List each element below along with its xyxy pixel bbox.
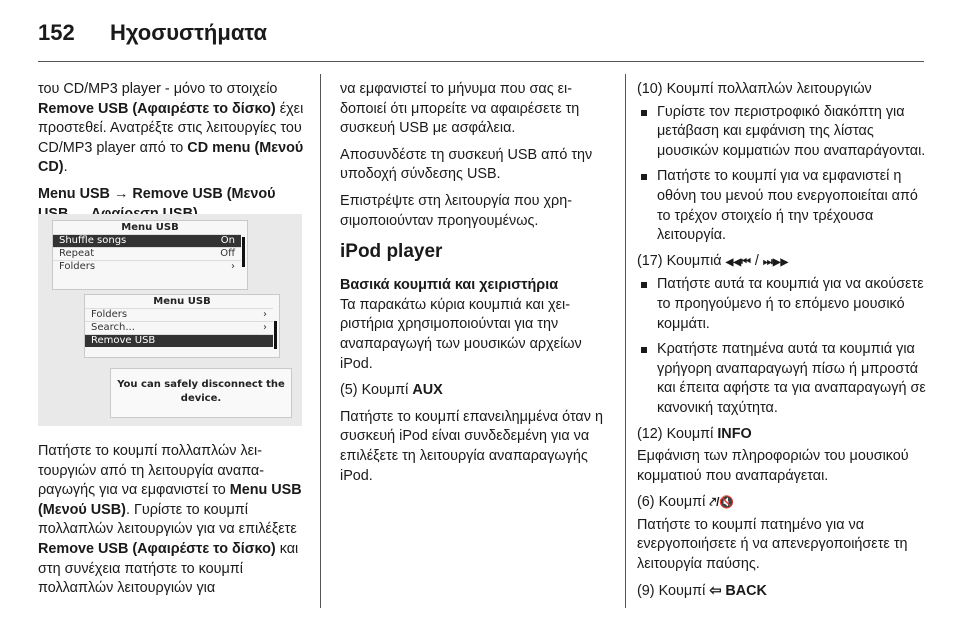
menu-row-folders-2: Folders › <box>85 308 273 321</box>
section-heading-ipod: iPod player <box>340 241 443 263</box>
page-header <box>0 0 960 62</box>
col2-paragraph-5: Πατήστε το κουμπί επανειλημμένα όταν η συσκευή iPod είναι συνδεδεμένη για να επιλέξετε τη λειτουργία αναπαραγωγής iPod. <box>340 408 603 484</box>
menu-usb-illustration <box>38 214 302 426</box>
column-1-lower <box>38 442 308 606</box>
page-number: 152 <box>38 20 75 45</box>
bullet-3: Πατήστε αυτά τα κουμπιά για να ακούσετε το προηγούμενο ή το επόμενο μουσικό κομμάτι. <box>637 275 927 334</box>
bullet-square-icon <box>641 282 647 288</box>
column-divider-1 <box>320 74 321 608</box>
col1-paragraph-2: Πατήστε το κουμπί πολλαπλών λειτουργιών από τη λειτουργία αναπαραγωγής για να εμφανιστεί το Menu USB (Μενού USB). Γυρίστε το κουμπί πολλαπλών λειτουργιών για να επιλέξετε Remove USB (Αφαιρέστε το δίσκο) και στη συνέχεια πατήστε το κουμπί πολλαπλών λειτουργιών για <box>38 443 302 597</box>
bullet-square-icon <box>641 347 647 353</box>
back-button-label: (9) Κουμπί ⇦ BACK <box>637 582 767 599</box>
skip-buttons-label: (17) Κουμπιά ◀◀⏮ / ⏭▶▶ <box>637 252 789 269</box>
col2-paragraph-1: να εμφανιστεί το μήνυμα που σας ειδοποιεί ότι μπορείτε να αφαιρέσετε τη συσκευή USB με ασφάλεια. <box>340 81 580 137</box>
info-button-label: (12) Κουμπί INFO <box>637 425 752 442</box>
menu-row-remove-usb: Remove USB <box>85 334 273 347</box>
menu-row-shuffle: Shuffle songs On <box>53 234 241 247</box>
subheading-controls: Βασικά κουμπιά και χειριστήρια <box>340 277 559 294</box>
multifunction-button-label: (10) Κουμπί πολλαπλών λειτουργιών <box>637 81 872 97</box>
menu-row-repeat: Repeat Off <box>53 247 241 260</box>
rewind-icon: ◀◀ <box>725 256 742 268</box>
aux-button-label: (5) Κουμπί AUX <box>340 382 443 399</box>
menu-usb-screen-1 <box>52 220 248 290</box>
previous-track-icon: ⏮ <box>741 255 751 268</box>
column-3 <box>637 80 927 608</box>
screen-1-title: Menu USB <box>121 222 179 233</box>
menu-usb-screen-2 <box>84 294 280 358</box>
bullet-1: Γυρίστε τον περιστροφικό διακόπτη για μετάβαση και εμφάνιση της λίστας μουσικών κομματιών που αναπαράγονται. <box>637 103 927 162</box>
column-1 <box>38 80 308 231</box>
column-divider-2 <box>625 74 626 608</box>
scrollbar-1 <box>242 237 245 267</box>
play-pause-mute-icon: ⤤/🔇 <box>709 495 735 510</box>
bullet-square-icon <box>641 174 647 180</box>
pause-button-label: (6) Κουμπί ⤤/🔇 <box>637 494 735 511</box>
scrollbar-2 <box>274 321 277 349</box>
bullet-square-icon <box>641 110 647 116</box>
menu-row-folders: Folders › <box>53 260 241 273</box>
bullet-2: Πατήστε το κουμπί για να εμφανιστεί η οθόνη του μενού που ενεργοποιείται από το τρέχον στοιχείο ή την τρέχουσα λειτουργία. <box>637 167 927 245</box>
page-title: Ηχοσυστήματα <box>110 20 268 45</box>
col2-paragraph-2: Αποσυνδέστε τη συσκευή USB από την υποδοχή σύνδεσης USB. <box>340 146 593 183</box>
header-rule <box>38 61 924 62</box>
col3-paragraph-info: Εμφάνιση των πληροφοριών του μουσικού κομματιού που αναπαράγεται. <box>637 448 909 484</box>
screen-2-title: Menu USB <box>153 296 211 307</box>
column-2 <box>340 80 612 493</box>
back-arrow-icon: ⇦ <box>709 582 722 599</box>
menu-path: Menu USB → Remove USB (Μενού <box>38 185 276 202</box>
col1-paragraph-1: του CD/MP3 player - μόνο το στοιχείο Remove USB (Αφαιρέστε το δίσκο) έχει προστεθεί. Ανατρέξτε στις λειτουργίες του CD/MP3 player από το CD menu (Μενού CD). <box>38 81 304 176</box>
next-track-icon: ⏭ <box>762 255 773 268</box>
bullet-4: Κρατήστε πατημένα αυτά τα κουμπιά για γρήγορη αναπαραγωγή πίσω ή μπροστά και έπειτα αφήστε τα για αναπαραγωγή σε κανονική ταχύτητα. <box>637 340 927 418</box>
fast-forward-icon: ▶▶ <box>772 256 789 268</box>
col3-paragraph-pause: Πατήστε το κουμπί πατημένο για να ενεργοποιήσετε ή να απενεργοποιήσετε τη λειτουργία παύσης. <box>637 516 908 573</box>
col2-paragraph-4: Τα παρακάτω κύρια κουμπιά και χειριστήρια χρησιμοποιούνται για την αναπαραγωγή των μουσικών αρχείων iPod. <box>340 296 582 372</box>
menu-row-search: Search... › <box>85 321 273 334</box>
safe-disconnect-message: You can safely disconnect the device. <box>110 368 292 418</box>
col2-paragraph-3: Επιστρέψτε στη λειτουργία που χρησιμοποιούνταν προηγουμένως. <box>340 192 573 229</box>
